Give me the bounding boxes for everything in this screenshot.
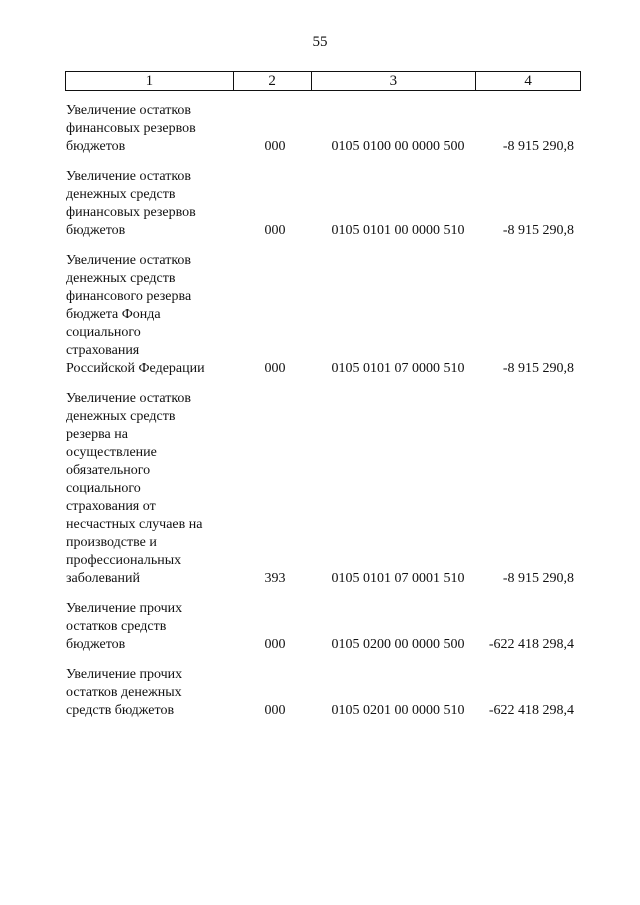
header-col-3: 3 <box>312 72 477 90</box>
row-classification-code: 0105 0100 00 0000 500 <box>331 139 465 154</box>
row-admin-code: 000 <box>264 139 286 154</box>
row-name: Увеличение остатков финансовых резервов бюджетов <box>66 103 196 154</box>
row-admin-code: 000 <box>264 703 286 718</box>
header-col-2: 2 <box>234 72 312 90</box>
row-admin-code: 000 <box>264 223 286 238</box>
header-col-4: 4 <box>524 73 532 89</box>
page-number: 55 <box>312 34 328 50</box>
row-name: Увеличение остатков денежных средств финансового резерва бюджета Фонда социального страхования Российской Федерации <box>66 253 205 376</box>
table-row <box>66 390 580 588</box>
row-amount: -8 915 290,8 <box>502 139 574 154</box>
row-name: Увеличение прочих остатков денежных средств бюджетов <box>66 667 183 718</box>
row-admin-code: 393 <box>264 571 286 586</box>
row-classification-code: 0105 0101 07 0000 510 <box>331 361 465 376</box>
row-admin-code: 000 <box>264 361 286 376</box>
row-amount: -622 418 298,4 <box>488 703 574 718</box>
table-header <box>65 71 581 91</box>
row-classification-code: 0105 0200 00 0000 500 <box>331 637 465 652</box>
table-row <box>66 168 580 240</box>
table-row <box>66 666 580 720</box>
row-admin-code: 000 <box>264 637 286 652</box>
table-row <box>66 102 580 156</box>
row-amount: -8 915 290,8 <box>502 361 574 376</box>
row-name: Увеличение остатков денежных средств финансовых резервов бюджетов <box>66 169 196 238</box>
row-amount: -8 915 290,8 <box>502 223 574 238</box>
table-body <box>66 102 580 732</box>
row-name: Увеличение остатков денежных средств резерва на осуществление обязательного социального страхования от несчастных случаев на производстве и профессиональных заболеваний <box>66 391 203 586</box>
row-amount: -622 418 298,4 <box>488 637 574 652</box>
row-classification-code: 0105 0201 00 0000 510 <box>331 703 465 718</box>
table-row <box>66 252 580 378</box>
table-row <box>66 600 580 654</box>
row-classification-code: 0105 0101 07 0001 510 <box>331 571 465 586</box>
row-amount: -8 915 290,8 <box>502 571 574 586</box>
row-name: Увеличение прочих остатков средств бюджетов <box>66 601 183 652</box>
row-classification-code: 0105 0101 00 0000 510 <box>331 223 465 238</box>
header-col-1: 1 <box>66 72 234 90</box>
